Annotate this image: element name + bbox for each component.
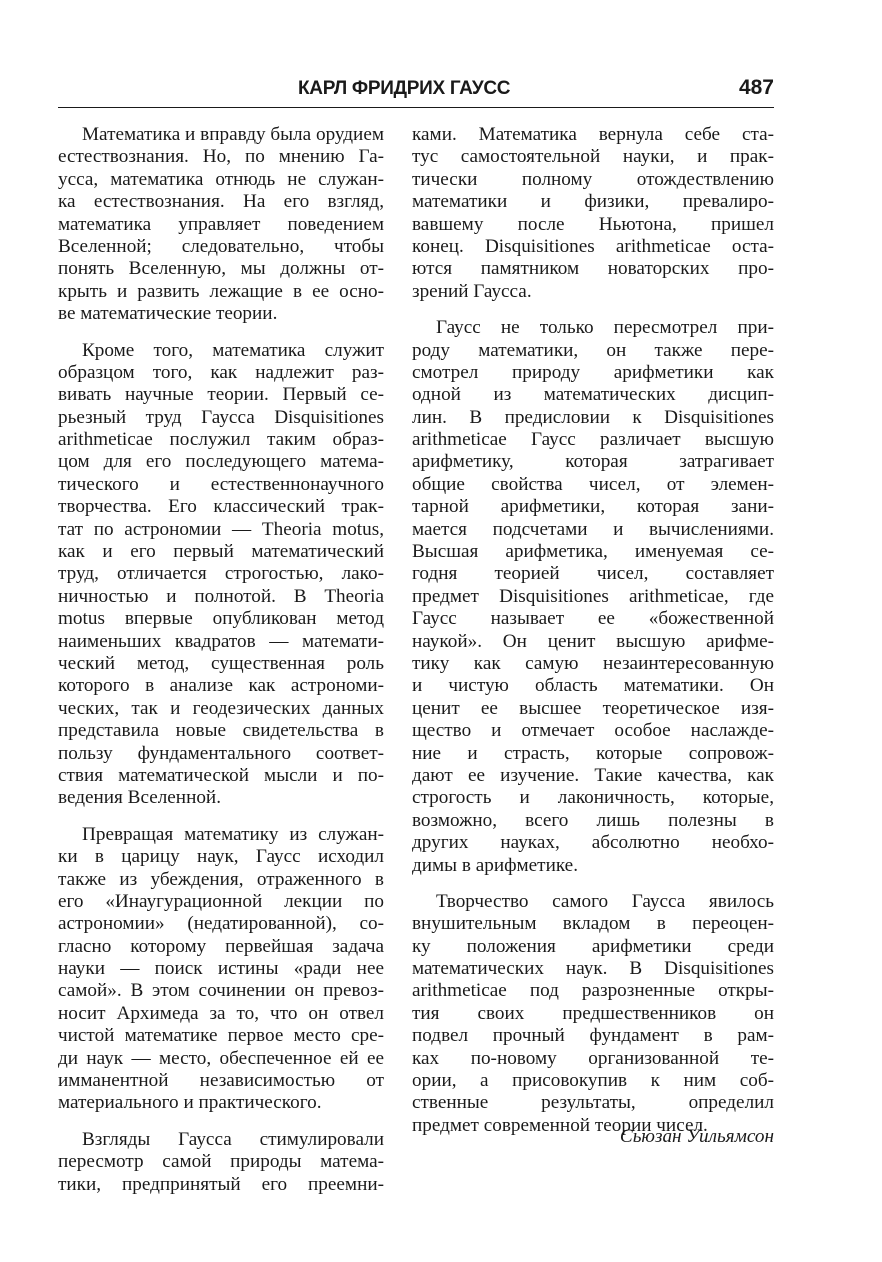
paragraph-gap <box>58 1115 384 1129</box>
text-line: конец. Disquisitiones arithmeticae оста- <box>412 235 774 257</box>
paragraph <box>58 124 384 326</box>
paragraph <box>412 317 774 877</box>
text-line: роду математики, он также пере- <box>412 339 774 361</box>
text-line: Высшая арифметика, именуемая се- <box>412 541 774 563</box>
text-line: науки — поиск истины «ради нее <box>58 958 384 980</box>
text-line: лин. В предисловии к Disquisitiones <box>412 406 774 428</box>
text-line: ются памятником новаторских про- <box>412 258 774 280</box>
text-line: ках по-новому организованной те- <box>412 1047 774 1069</box>
text-line: тия своих предшественников он <box>412 1002 774 1024</box>
text-line: гласно которому первейшая задача <box>58 935 384 957</box>
text-line: arithmeticae под разрозненные откры- <box>412 980 774 1002</box>
text-line: творчества. Его классический трак- <box>58 496 384 518</box>
text-line: пересмотр самой природы матема- <box>58 1151 384 1173</box>
text-line: и чистую область математики. Он <box>412 675 774 697</box>
text-line: возможно, всего лишь полезны в <box>412 809 774 831</box>
text-line: ками. Математика вернула себе ста- <box>412 124 774 145</box>
text-line: арифметику, которая затрагивает <box>412 451 774 473</box>
text-line: зрений Гаусса. <box>412 280 532 302</box>
text-line: димы в арифметике. <box>412 854 578 876</box>
text-line: предмет современной теории чисел. <box>412 1114 708 1136</box>
text-line: ве математические теории. <box>58 303 278 325</box>
text-line: ории, а присовокупив к ним соб- <box>412 1070 774 1092</box>
text-line: математических наук. В Disquisitiones <box>412 958 774 980</box>
text-line: одной из математических дисцип- <box>412 384 774 406</box>
text-line: других науках, абсолютно необхо- <box>412 832 774 854</box>
text-line: математики и физики, превалиро- <box>412 191 774 213</box>
text-line: Математика и вправду была орудием <box>82 124 384 145</box>
text-line: Превращая математику из служан- <box>82 823 384 845</box>
paragraph <box>412 891 774 1137</box>
text-line: вивать научные теории. Первый се- <box>58 384 384 406</box>
text-line: наименьших квадратов — математи- <box>58 630 384 652</box>
paragraph-gap <box>58 326 384 340</box>
page-number: 487 <box>738 76 774 99</box>
author-signature: Сьюзан Уильямсон <box>619 1126 774 1147</box>
text-line: усса, математика отнюдь не служан- <box>58 168 384 190</box>
text-line: тат по астрономии — Theoria motus, <box>58 518 384 540</box>
text-line: как и его первый математический <box>58 541 384 563</box>
text-line: предмет Disquisitiones arithmeticae, где <box>412 585 774 607</box>
text-line: ведения Вселенной. <box>58 787 221 809</box>
text-line: ничностью и полнотой. В Theoria <box>58 585 384 607</box>
text-line: самой». В этом сочинении он превоз- <box>58 980 384 1002</box>
text-line: тики, предпринятый его преемни- <box>58 1173 384 1195</box>
text-line: тику как самую незаинтересованную <box>412 652 774 674</box>
left-column <box>58 124 384 1196</box>
text-line: Кроме того, математика служит <box>82 339 384 361</box>
text-line: имманентной независимостью от <box>58 1070 384 1092</box>
right-column <box>412 124 774 1137</box>
paragraph-gap <box>412 877 774 891</box>
text-line: годня теорией чисел, составляет <box>412 563 774 585</box>
text-line: рьезный труд Гаусса Disquisitiones <box>58 406 384 428</box>
text-line: arithmeticae послужил таким образ- <box>58 429 384 451</box>
text-line: ценит ее высшее теоретическое изя- <box>412 697 774 719</box>
text-line: arithmeticae Гаусс различает высшую <box>412 429 774 451</box>
text-line: представила новые свидетельства в <box>58 720 384 742</box>
paragraph-gap <box>58 810 384 824</box>
text-line: цом для его последующего матема- <box>58 451 384 473</box>
text-line: щество и отмечает особое наслажде- <box>412 720 774 742</box>
text-line: Вселенной; следовательно, чтобы <box>58 235 384 257</box>
text-line: Гаусс называет ее «божественной <box>412 608 774 630</box>
text-line: ка естествознания. На его взгляд, <box>58 191 384 213</box>
text-line: motus впервые опубликован метод <box>58 608 384 630</box>
text-line: подвел прочный фундамент в рам- <box>412 1025 774 1047</box>
text-line: строгость и лаконичность, которые, <box>412 787 774 809</box>
text-line: тически полному отождествлению <box>412 168 774 190</box>
text-line: его «Инаугурационной лекции по <box>58 890 384 912</box>
text-line: математика управляет поведением <box>58 213 384 235</box>
text-line: пользу фундаментального соответ- <box>58 742 384 764</box>
text-line: общие свойства чисел, от элемен- <box>412 473 774 495</box>
text-line: ки в царицу наук, Гаусс исходил <box>58 846 384 868</box>
text-line: ческий метод, существенная роль <box>58 652 384 674</box>
text-line: тус самостоятельной науки, и прак- <box>412 146 774 168</box>
text-line: естествознания. Но, по мнению Га- <box>58 146 384 168</box>
text-line: дают ее изучение. Такие качества, как <box>412 764 774 786</box>
text-line: смотрел природу арифметики как <box>412 361 774 383</box>
text-line: носит Архимеда за то, что он отвел <box>58 1002 384 1024</box>
paragraph <box>412 124 774 303</box>
paragraph <box>58 340 384 810</box>
text-line: астрономии» (недатированной), со- <box>58 913 384 935</box>
text-line: ческих, так и геодезических данных <box>58 697 384 719</box>
paragraph <box>58 824 384 1115</box>
text-line: тического и естественнонаучного <box>58 473 384 495</box>
text-line: образцом того, как надлежит раз- <box>58 361 384 383</box>
text-line: ственные результаты, определил <box>412 1092 774 1114</box>
text-line: тарной арифметики, которая зани- <box>412 496 774 518</box>
text-line: ди наук — место, обеспеченное ей ее <box>58 1047 384 1069</box>
paragraph-gap <box>412 303 774 317</box>
text-line: труд, отличается строгостью, лако- <box>58 563 384 585</box>
text-line: ствия математической мысли и по- <box>58 764 384 786</box>
text-line: внушительным вкладом в переоцен- <box>412 913 774 935</box>
text-line: ние и страсть, которые сопровож- <box>412 742 774 764</box>
text-line: вавшему после Ньютона, пришел <box>412 213 774 235</box>
text-line: наукой». Он ценит высшую арифме- <box>412 630 774 652</box>
text-line: Гаусс не только пересмотрел при- <box>436 317 774 339</box>
paragraph <box>58 1129 384 1196</box>
text-line: крыть и развить лежащие в ее осно- <box>58 280 384 302</box>
text-line: чистой математике первое место сре- <box>58 1025 384 1047</box>
text-line: ку положения арифметики среди <box>412 935 774 957</box>
text-line: понять Вселенную, мы должны от- <box>58 258 384 280</box>
text-line: также из убеждения, отраженного в <box>58 868 384 890</box>
text-line: Взгляды Гаусса стимулировали <box>82 1128 384 1150</box>
text-line: мается подсчетами и вычислениями. <box>412 518 774 540</box>
running-header-title: КАРЛ ФРИДРИХ ГАУСС <box>298 78 511 99</box>
text-line: материального и практического. <box>58 1092 322 1114</box>
text-line: Творчество самого Гаусса явилось <box>436 890 774 912</box>
text-line: которого в анализе как астрономи- <box>58 675 384 697</box>
header-rule <box>58 107 774 108</box>
